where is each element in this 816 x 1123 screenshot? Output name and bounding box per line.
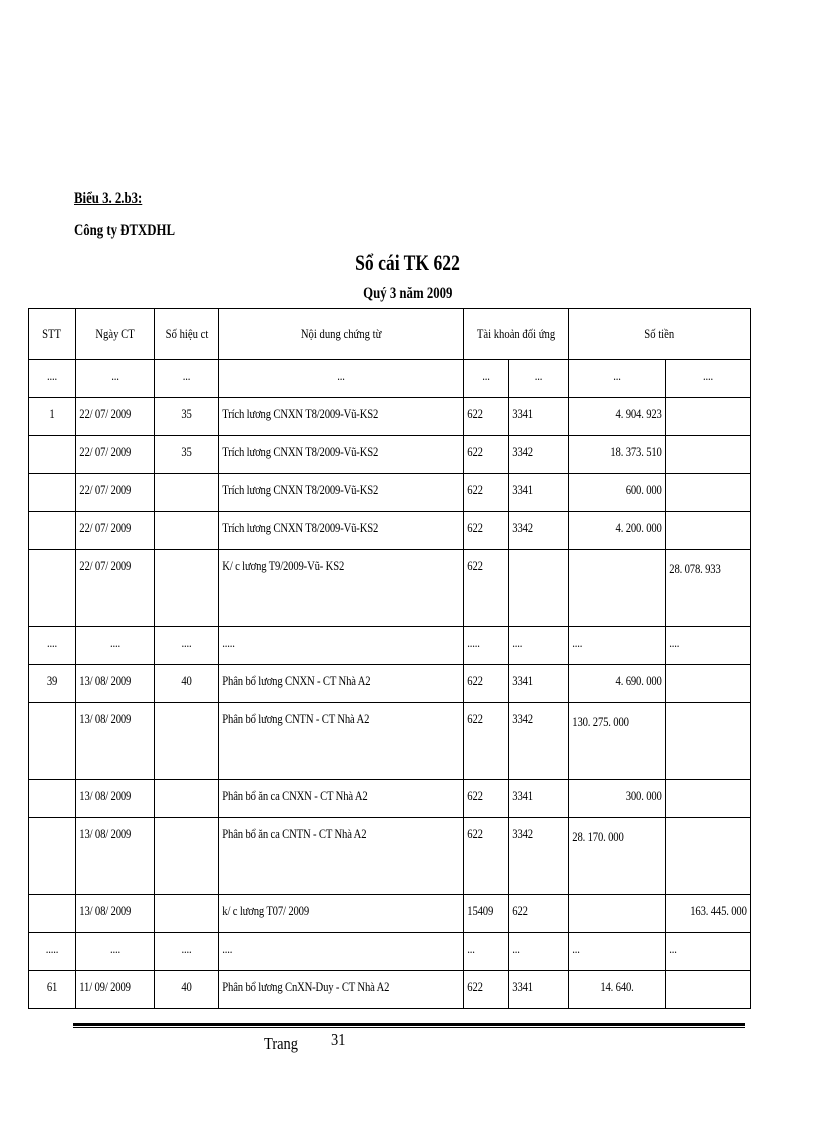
cell-credit-amount [666, 665, 751, 703]
cell-text [161, 895, 213, 903]
cell-text: ..... [45, 941, 59, 956]
cell-text [681, 474, 750, 482]
cell-text: 3342 [512, 826, 533, 841]
cell-debit-amount [569, 550, 666, 627]
cell-text: 22/ 07/ 2009 [79, 520, 132, 535]
table-row [29, 895, 751, 933]
header-description-text: Nội dung chứng từ [300, 326, 382, 341]
cell-date [76, 627, 155, 665]
cell-description [219, 665, 464, 703]
cell-text: .... [109, 635, 120, 650]
cell-debit-account [464, 818, 509, 895]
header-row [29, 309, 751, 360]
cell-debit-amount [569, 436, 666, 474]
cell-text [161, 550, 213, 558]
cell-text: k/ c lương T07/ 2009 [222, 903, 309, 918]
table-row [29, 818, 751, 895]
cell-text: 300. 000 [625, 788, 662, 803]
cell-text: ... [182, 368, 191, 383]
cell-text: 13/ 08/ 2009 [79, 673, 132, 688]
cell-doc-number [155, 360, 219, 398]
cell-stt [29, 818, 76, 895]
cell-debit-amount [569, 971, 666, 1009]
cell-date [76, 512, 155, 550]
cell-debit-amount [569, 398, 666, 436]
cell-debit-account [464, 360, 509, 398]
cell-debit-account [464, 627, 509, 665]
cell-text: .... [669, 635, 680, 650]
cell-description [219, 895, 464, 933]
cell-text: ... [613, 368, 621, 383]
cell-doc-number [155, 895, 219, 933]
cell-debit-amount [569, 665, 666, 703]
cell-doc-number [155, 398, 219, 436]
cell-text: ... [337, 368, 345, 383]
cell-text [681, 436, 750, 444]
cell-credit-account [509, 703, 569, 780]
cell-text: 13/ 08/ 2009 [79, 826, 132, 841]
cell-text [666, 780, 735, 788]
cell-debit-account [464, 895, 509, 933]
cell-text: 622 [467, 444, 483, 459]
cell-text [161, 780, 213, 788]
cell-text: 4. 690. 000 [615, 673, 662, 688]
cell-stt [29, 550, 76, 627]
cell-text: 18. 373. 510 [610, 444, 662, 459]
page-number: 31 [331, 1030, 346, 1049]
cell-text [161, 818, 213, 826]
cell-text: 600. 000 [625, 482, 662, 497]
cell-text: .... [109, 941, 120, 956]
ledger-table [28, 308, 751, 1009]
cell-credit-account [509, 665, 569, 703]
cell-doc-number [155, 933, 219, 971]
cell-doc-number [155, 665, 219, 703]
cell-description [219, 780, 464, 818]
cell-text: 3341 [512, 673, 533, 688]
cell-credit-amount [666, 895, 751, 933]
cell-credit-amount [666, 933, 751, 971]
header-date [76, 309, 155, 360]
header-counter-account [464, 309, 569, 360]
cell-text: 13/ 08/ 2009 [79, 788, 132, 803]
form-number: Biểu 3. 2.b3: [74, 190, 143, 207]
cell-text [33, 436, 71, 444]
cell-text: .... [572, 635, 583, 650]
cell-credit-amount [666, 474, 751, 512]
cell-debit-amount [569, 818, 666, 895]
cell-text: Phân bổ lương CNXN - CT Nhà A2 [222, 673, 371, 688]
cell-stt [29, 665, 76, 703]
cell-doc-number [155, 703, 219, 780]
cell-text: 13/ 08/ 2009 [79, 711, 132, 726]
header-doc-number-text: Số hiệu ct [165, 326, 208, 341]
ledger-title-text: Sổ cái TK 622 [355, 250, 461, 275]
cell-text: 622 [467, 979, 483, 994]
cell-text: 622 [467, 826, 483, 841]
cell-text: 35 [181, 406, 192, 421]
cell-text: .... [222, 941, 233, 956]
cell-credit-account [509, 933, 569, 971]
cell-credit-amount [666, 818, 751, 895]
cell-text: Trích lương CNXN T8/2009-Vũ-KS2 [222, 444, 379, 459]
cell-stt [29, 933, 76, 971]
cell-stt [29, 398, 76, 436]
cell-text [586, 550, 665, 558]
cell-debit-account [464, 780, 509, 818]
cell-text: 39 [46, 673, 58, 688]
cell-text: 3341 [512, 482, 533, 497]
cell-stt [29, 360, 76, 398]
cell-date [76, 550, 155, 627]
table-row [29, 398, 751, 436]
cell-debit-amount [569, 933, 666, 971]
cell-text: 622 [467, 788, 483, 803]
cell-text [681, 512, 750, 520]
cell-text: .... [181, 635, 192, 650]
cell-text: ..... [467, 635, 480, 650]
cell-text: Phân bổ ăn ca CNXN - CT Nhà A2 [222, 788, 368, 803]
cell-debit-account [464, 474, 509, 512]
ledger-period [0, 285, 816, 303]
cell-text: 3342 [512, 520, 533, 535]
cell-text: ... [572, 941, 580, 956]
cell-description [219, 474, 464, 512]
cell-doc-number [155, 780, 219, 818]
cell-text: K/ c lương T9/2009-Vũ- KS2 [222, 558, 345, 573]
cell-debit-account [464, 398, 509, 436]
cell-text: Trích lương CNXN T8/2009-Vũ-KS2 [222, 520, 379, 535]
cell-text: 22/ 07/ 2009 [79, 482, 132, 497]
cell-text: .... [703, 368, 714, 383]
cell-text: 40 [181, 979, 192, 994]
cell-date [76, 780, 155, 818]
cell-stt [29, 971, 76, 1009]
cell-text: 13/ 08/ 2009 [79, 903, 132, 918]
cell-text: 622 [467, 520, 483, 535]
cell-description [219, 550, 464, 627]
cell-text: 1 [49, 406, 55, 421]
cell-doc-number [155, 512, 219, 550]
cell-text [33, 512, 71, 520]
cell-date [76, 818, 155, 895]
cell-debit-amount [569, 780, 666, 818]
table-row [29, 436, 751, 474]
cell-doc-number [155, 550, 219, 627]
cell-text: .... [46, 368, 57, 383]
cell-date [76, 398, 155, 436]
cell-text: 3341 [512, 979, 533, 994]
cell-text: .... [181, 941, 192, 956]
cell-text: 3341 [512, 788, 533, 803]
cell-stt [29, 780, 76, 818]
cell-credit-account [509, 818, 569, 895]
cell-text [666, 971, 735, 979]
cell-text [161, 703, 213, 711]
cell-text: 22/ 07/ 2009 [79, 406, 132, 421]
cell-debit-amount [569, 512, 666, 550]
cell-text: 622 [467, 558, 483, 573]
cell-credit-amount [666, 512, 751, 550]
cell-credit-account [509, 512, 569, 550]
cell-text: 40 [181, 673, 192, 688]
cell-credit-amount [666, 398, 751, 436]
cell-text: 35 [181, 444, 192, 459]
cell-text: 15409 [467, 903, 494, 918]
table-row [29, 550, 751, 627]
cell-debit-account [464, 550, 509, 627]
ledger-title [0, 250, 816, 276]
cell-debit-amount [569, 703, 666, 780]
cell-description [219, 436, 464, 474]
cell-text: 14. 640. [600, 979, 634, 994]
cell-text [666, 818, 735, 826]
cell-credit-amount [666, 627, 751, 665]
header-amount-text: Số tiền [644, 326, 675, 341]
cell-credit-account [509, 895, 569, 933]
page-label: Trang [264, 1034, 298, 1053]
cell-date [76, 665, 155, 703]
cell-text [681, 398, 750, 406]
cell-text: 3342 [512, 711, 533, 726]
cell-text [33, 550, 71, 558]
cell-text: ... [111, 368, 119, 383]
cell-text: 4. 200. 000 [615, 520, 662, 535]
cell-text [33, 474, 71, 482]
cell-text: 3342 [512, 444, 533, 459]
cell-debit-amount [569, 895, 666, 933]
cell-credit-account [509, 360, 569, 398]
header-amount [569, 309, 751, 360]
cell-credit-amount [666, 971, 751, 1009]
table-row [29, 971, 751, 1009]
cell-text [666, 703, 735, 711]
cell-text: 3341 [512, 406, 533, 421]
cell-doc-number [155, 971, 219, 1009]
cell-description [219, 933, 464, 971]
cell-description [219, 818, 464, 895]
cell-text [33, 703, 71, 711]
cell-text: 22/ 07/ 2009 [79, 558, 132, 573]
cell-stt [29, 895, 76, 933]
table-row [29, 474, 751, 512]
cell-date [76, 703, 155, 780]
cell-stt [29, 512, 76, 550]
cell-text [681, 665, 750, 673]
cell-stt [29, 436, 76, 474]
cell-text [33, 818, 71, 826]
cell-date [76, 436, 155, 474]
cell-description [219, 971, 464, 1009]
cell-text: .... [46, 635, 57, 650]
cell-description [219, 512, 464, 550]
table-row [29, 933, 751, 971]
cell-date [76, 971, 155, 1009]
cell-debit-account [464, 512, 509, 550]
cell-debit-account [464, 436, 509, 474]
cell-text: 622 [467, 406, 483, 421]
cell-text: 22/ 07/ 2009 [79, 444, 132, 459]
cell-debit-account [464, 703, 509, 780]
cell-date [76, 360, 155, 398]
cell-date [76, 933, 155, 971]
header-doc-number [155, 309, 219, 360]
cell-text: ... [482, 368, 490, 383]
cell-text: .... [512, 635, 523, 650]
table-row [29, 665, 751, 703]
cell-text: 622 [467, 673, 483, 688]
header-stt-text: STT [42, 326, 62, 341]
cell-credit-account [509, 398, 569, 436]
cell-doc-number [155, 436, 219, 474]
cell-text: 163. 445. 000 [690, 903, 747, 918]
cell-text: ... [534, 368, 543, 383]
cell-stt [29, 703, 76, 780]
cell-text: 11/ 09/ 2009 [79, 979, 131, 994]
table-row [29, 627, 751, 665]
footer-divider-thin [73, 1027, 745, 1028]
cell-credit-amount [666, 550, 751, 627]
cell-text: ... [669, 941, 677, 956]
cell-credit-amount [666, 360, 751, 398]
cell-text: 61 [46, 979, 58, 994]
cell-text [161, 512, 213, 520]
header-description [219, 309, 464, 360]
cell-text [509, 550, 557, 558]
cell-text: ... [467, 941, 475, 956]
cell-text: Phân bổ lương CnXN-Duy - CT Nhà A2 [222, 979, 390, 994]
cell-text: ..... [222, 635, 235, 650]
header-stt [29, 309, 76, 360]
cell-debit-amount [569, 474, 666, 512]
cell-text: ... [512, 941, 520, 956]
cell-text [161, 474, 213, 482]
company-name: Công ty ĐTXDHL [74, 222, 175, 239]
cell-credit-amount [666, 780, 751, 818]
cell-text [33, 780, 71, 788]
footer-divider [73, 1023, 745, 1026]
ledger-period-text: Quý 3 năm 2009 [363, 285, 453, 302]
cell-credit-account [509, 780, 569, 818]
header-counter-account-text: Tài khoản đối ứng [476, 326, 556, 341]
cell-doc-number [155, 474, 219, 512]
cell-text: 622 [512, 903, 528, 918]
cell-debit-amount [569, 627, 666, 665]
cell-text: Trích lương CNXN T8/2009-Vũ-KS2 [222, 482, 379, 497]
cell-text: 4. 904. 923 [615, 406, 662, 421]
cell-credit-amount [666, 436, 751, 474]
cell-text [586, 895, 665, 903]
cell-credit-account [509, 550, 569, 627]
cell-text: 130. 275. 000 [572, 714, 629, 729]
cell-debit-account [464, 665, 509, 703]
table-row [29, 360, 751, 398]
cell-doc-number [155, 627, 219, 665]
cell-text: Phân bổ ăn ca CNTN - CT Nhà A2 [222, 826, 367, 841]
cell-credit-account [509, 436, 569, 474]
cell-stt [29, 474, 76, 512]
table-row [29, 780, 751, 818]
cell-description [219, 703, 464, 780]
cell-text: 622 [467, 711, 483, 726]
cell-credit-account [509, 627, 569, 665]
cell-debit-amount [569, 360, 666, 398]
cell-date [76, 895, 155, 933]
table-row [29, 512, 751, 550]
cell-debit-account [464, 933, 509, 971]
cell-text: 622 [467, 482, 483, 497]
cell-text: 28. 078. 933 [669, 561, 721, 576]
cell-description [219, 627, 464, 665]
cell-credit-account [509, 474, 569, 512]
cell-text [33, 895, 71, 903]
header-date-text: Ngày CT [95, 326, 135, 341]
cell-date [76, 474, 155, 512]
cell-stt [29, 627, 76, 665]
cell-doc-number [155, 818, 219, 895]
cell-description [219, 360, 464, 398]
cell-debit-account [464, 971, 509, 1009]
cell-text: Trích lương CNXN T8/2009-Vũ-KS2 [222, 406, 379, 421]
cell-credit-account [509, 971, 569, 1009]
cell-credit-amount [666, 703, 751, 780]
cell-text: 28. 170. 000 [572, 829, 624, 844]
table-row [29, 703, 751, 780]
cell-description [219, 398, 464, 436]
cell-text: Phân bổ lương CNTN - CT Nhà A2 [222, 711, 370, 726]
